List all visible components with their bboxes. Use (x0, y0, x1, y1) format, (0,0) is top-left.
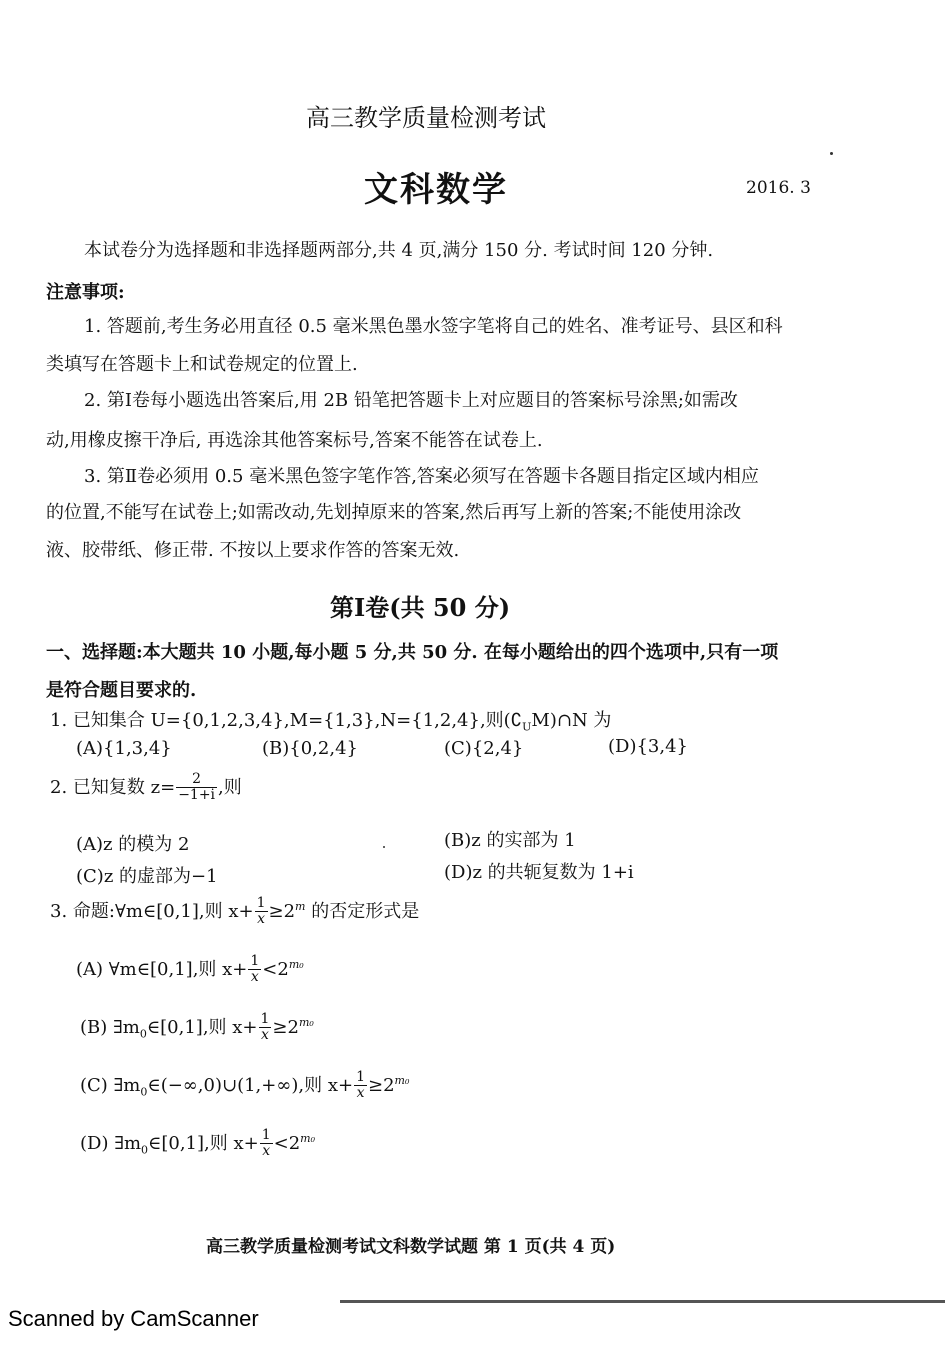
q3c-mid: ∈(−∞,0)∪(1,+∞),则 x+ (147, 1074, 354, 1096)
q3c-pre: (C) ∃m (80, 1074, 141, 1096)
q3d-numerator: 1 (261, 1127, 271, 1143)
q3c-sup: m₀ (394, 1073, 410, 1087)
question-3-stem (50, 896, 419, 928)
notice-item-3: 3. 第Ⅱ卷必须用 0.5 毫米黑色签字笔作答,答案必须写在答题卡各题目指定区域内相应 (84, 466, 759, 487)
scan-dot (830, 152, 833, 155)
q3c-denominator: x (356, 1085, 365, 1102)
notice-item-1-cont: 类填写在答题卡上和试卷规定的位置上. (46, 354, 358, 375)
q3b-mid: ∈[0,1],则 x+ (146, 1016, 258, 1038)
q1-complement-sub: U (522, 720, 532, 734)
q3d-post: <2 (273, 1132, 301, 1154)
q2-option-d: (D)z 的共轭复数为 1+i (444, 862, 634, 883)
q3d-fraction (260, 1128, 273, 1160)
q3b-sub: 0 (139, 1027, 147, 1041)
page-footer: 高三教学质量检测考试文科数学试题 第 1 页(共 4 页) (206, 1237, 616, 1257)
question-1-stem (50, 706, 611, 734)
q3-stem-pre: 3. 命题:∀m∈[0,1],则 x+ (50, 900, 254, 922)
q2-option-c: (C)z 的虚部为−1 (76, 866, 218, 887)
notice-heading: 注意事项: (46, 282, 125, 303)
q3-option-d (80, 1128, 315, 1160)
q1-stem-end: M)∩N 为 (531, 710, 612, 731)
notice-item-2-cont: 动,用橡皮擦干净后, 再选涂其他答案标号,答案不能答在试卷上. (46, 430, 543, 451)
q2-stem-post: ,则 (218, 776, 242, 798)
q3b-post: ≥2 (272, 1016, 299, 1038)
q3b-pre: (B) ∃m (80, 1016, 140, 1038)
q1-option-d: (D){3,4} (608, 736, 689, 757)
q1-option-b: (B){0,2,4} (262, 738, 358, 759)
q2-fraction (176, 772, 217, 804)
q2-numerator: 2 (176, 772, 217, 788)
q3c-post: ≥2 (367, 1074, 395, 1096)
q1-option-c: (C){2,4} (444, 738, 524, 759)
q3-stem-mid: ≥2 (268, 900, 296, 922)
q3b-fraction (259, 1012, 272, 1044)
q3a-denominator: x (250, 969, 259, 986)
notice-item-3-cont2: 液、胶带纸、修正带. 不按以上要求作答的答案无效. (46, 540, 460, 561)
scan-edge-line (340, 1300, 945, 1303)
scan-dot (383, 846, 385, 848)
q3c-fraction (354, 1070, 367, 1102)
q3-stem-sup: m (295, 899, 306, 913)
q3a-sup: m₀ (288, 957, 304, 971)
notice-item-2: 2. 第Ⅰ卷每小题选出答案后,用 2B 铅笔把答题卡上对应题目的答案标号涂黑;如需改 (84, 390, 738, 411)
q1-option-a: (A){1,3,4} (76, 738, 172, 759)
q3a-numerator: 1 (250, 953, 260, 969)
q3-numerator: 1 (256, 895, 266, 911)
q1-stem-text: 1. 已知集合 U={0,1,2,3,4},M={1,3},N={1,2,4},则(∁ (50, 710, 523, 731)
q3-stem-post: 的否定形式是 (305, 900, 420, 922)
q3d-sup: m₀ (300, 1131, 316, 1145)
q3d-sub: 0 (141, 1143, 149, 1157)
q3-option-c (80, 1070, 409, 1102)
q3d-pre: (D) ∃m (80, 1132, 142, 1154)
q2-option-a: (A)z 的模为 2 (76, 834, 190, 855)
q3a-pre: (A) ∀m∈[0,1],则 x+ (76, 958, 248, 980)
q3-option-a (76, 954, 304, 986)
q3b-sup: m₀ (298, 1015, 314, 1029)
q3c-numerator: 1 (356, 1069, 365, 1085)
exam-title: 高三教学质量检测考试 (306, 104, 546, 132)
exam-date: 2016. 3 (746, 178, 811, 198)
q2-stem-pre: 2. 已知复数 z= (50, 776, 176, 798)
scanner-watermark: Scanned by CamScanner (8, 1306, 259, 1331)
intro-text: 本试卷分为选择题和非选择题两部分,共 4 页,满分 150 分. 考试时间 120 分钟. (84, 240, 714, 261)
section-title: 第Ⅰ卷(共 50 分) (330, 593, 511, 622)
q3a-fraction (248, 954, 261, 986)
section-instructions: 一、选择题:本大题共 10 小题,每小题 5 分,共 50 分. 在每小题给出的四个选项中,只有一项 (46, 642, 779, 663)
q3d-denominator: x (262, 1143, 271, 1160)
q2-option-b: (B)z 的实部为 1 (444, 830, 576, 851)
q3b-numerator: 1 (260, 1011, 270, 1027)
q2-denominator: −1+i (178, 787, 216, 804)
q3-denominator: x (257, 911, 265, 928)
q3-fraction (255, 896, 268, 928)
notice-item-3-cont: 的位置,不能写在试卷上;如需改动,先划掉原来的答案,然后再写上新的答案;不能使用涂改 (46, 502, 742, 523)
q3d-mid: ∈[0,1],则 x+ (148, 1132, 259, 1154)
q3c-sub: 0 (140, 1085, 148, 1099)
q3-option-b (80, 1012, 314, 1044)
q3b-denominator: x (261, 1027, 269, 1044)
notice-item-1: 1. 答题前,考生务必用直径 0.5 毫米黑色墨水签字笔将自己的姓名、准考证号、县区和科 (84, 316, 783, 337)
q3a-post: <2 (262, 958, 289, 980)
question-2-stem (50, 772, 242, 804)
subject-title: 文科数学 (364, 170, 508, 210)
section-instructions-cont: 是符合题目要求的. (46, 680, 197, 701)
